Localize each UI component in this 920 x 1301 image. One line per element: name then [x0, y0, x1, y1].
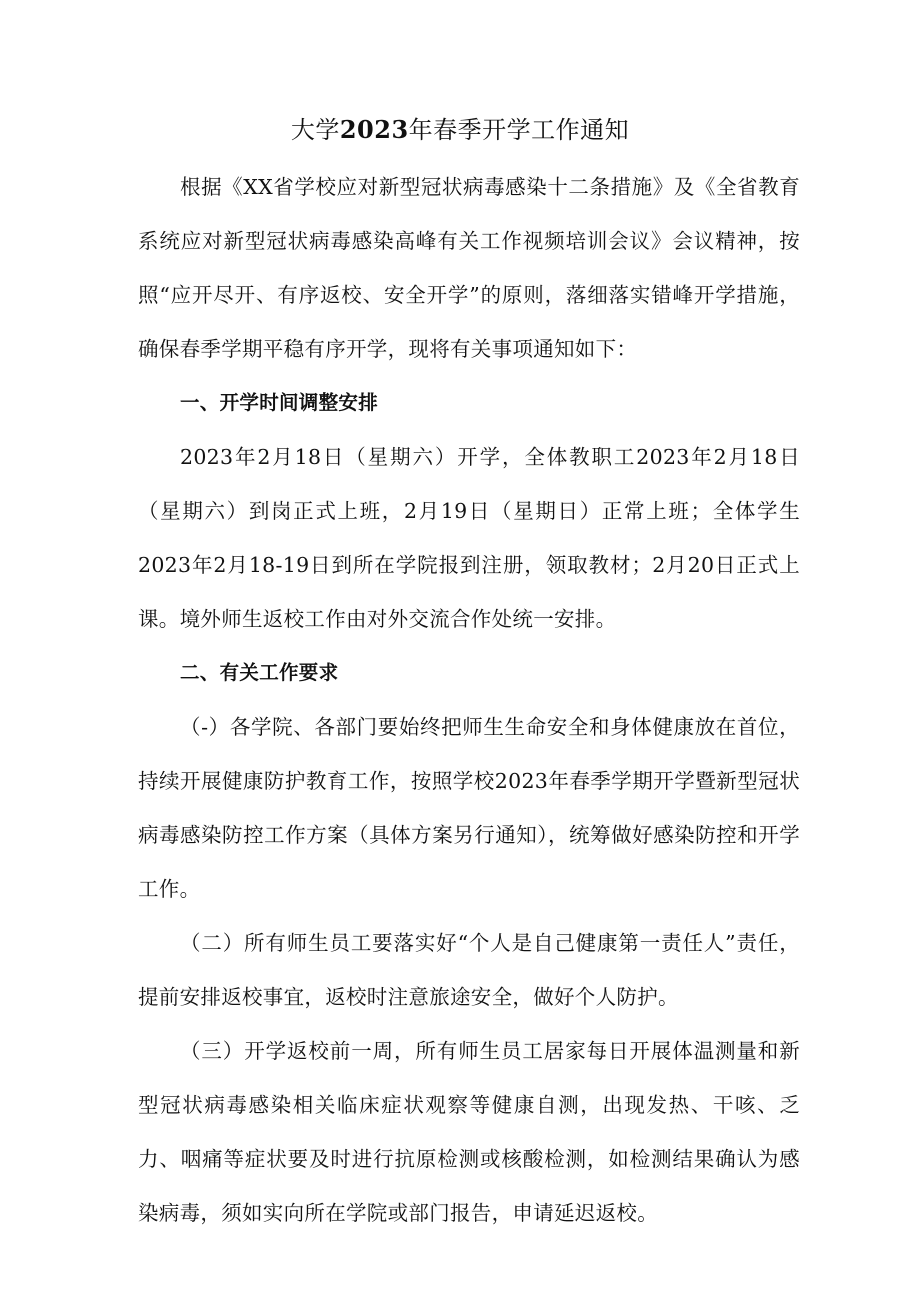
- schedule-paragraph: 2023年2月18日（星期六）开学，全体教职工2023年2月18日（星期六）到岗正式上班，2月19日（星期日）正常上班；全体学生2023年2月18-19日到所在学院报到注册，领取教材；2月20日正式上课。境外师生返校工作由对外交流合作处统一安排。: [138, 445, 800, 631]
- requirement-item-2: （二）所有师生员工要落实好“个人是自己健康第一责任人”责任，提前安排返校事宜，返校时注意旅途安全，做好个人防护。: [138, 931, 800, 1009]
- requirement-item-1: （-）各学院、各部门要始终把师生生命安全和身体健康放在首位，持续开展健康防护教育工作，按照学校2023年春季学期开学暨新型冠状病毒感染防控工作方案（具体方案另行通知），统筹做好感染防控和开学工作。: [138, 715, 800, 901]
- section-heading-requirements: 二、有关工作要求: [180, 661, 339, 684]
- title-suffix: 年春季开学工作通知: [408, 116, 630, 144]
- document-title: [0, 112, 920, 148]
- title-year: 2023: [339, 115, 409, 144]
- requirement-item-3: （三）开学返校前一周，所有师生员工居家每日开展体温测量和新型冠状病毒感染相关临床症状观察等健康自测，出现发热、干咳、乏力、咽痛等症状要及时进行抗原检测或核酸检测，如检测结果确认为感染病毒，须如实向所在学院或部门报告，申请延迟返校。: [138, 1039, 800, 1225]
- title-prefix: 大学: [290, 116, 340, 144]
- section-heading-schedule: 一、开学时间调整安排: [180, 391, 379, 414]
- intro-paragraph: 根据《XX省学校应对新型冠状病毒感染十二条措施》及《全省教育系统应对新型冠状病毒感染高峰有关工作视频培训会议》会议精神，按照“应开尽开、有序返校、安全开学”的原则，落细落实错峰开学措施，确保春季学期平稳有序开学，现将有关事项通知如下：: [138, 175, 800, 361]
- document-body: [138, 160, 800, 1240]
